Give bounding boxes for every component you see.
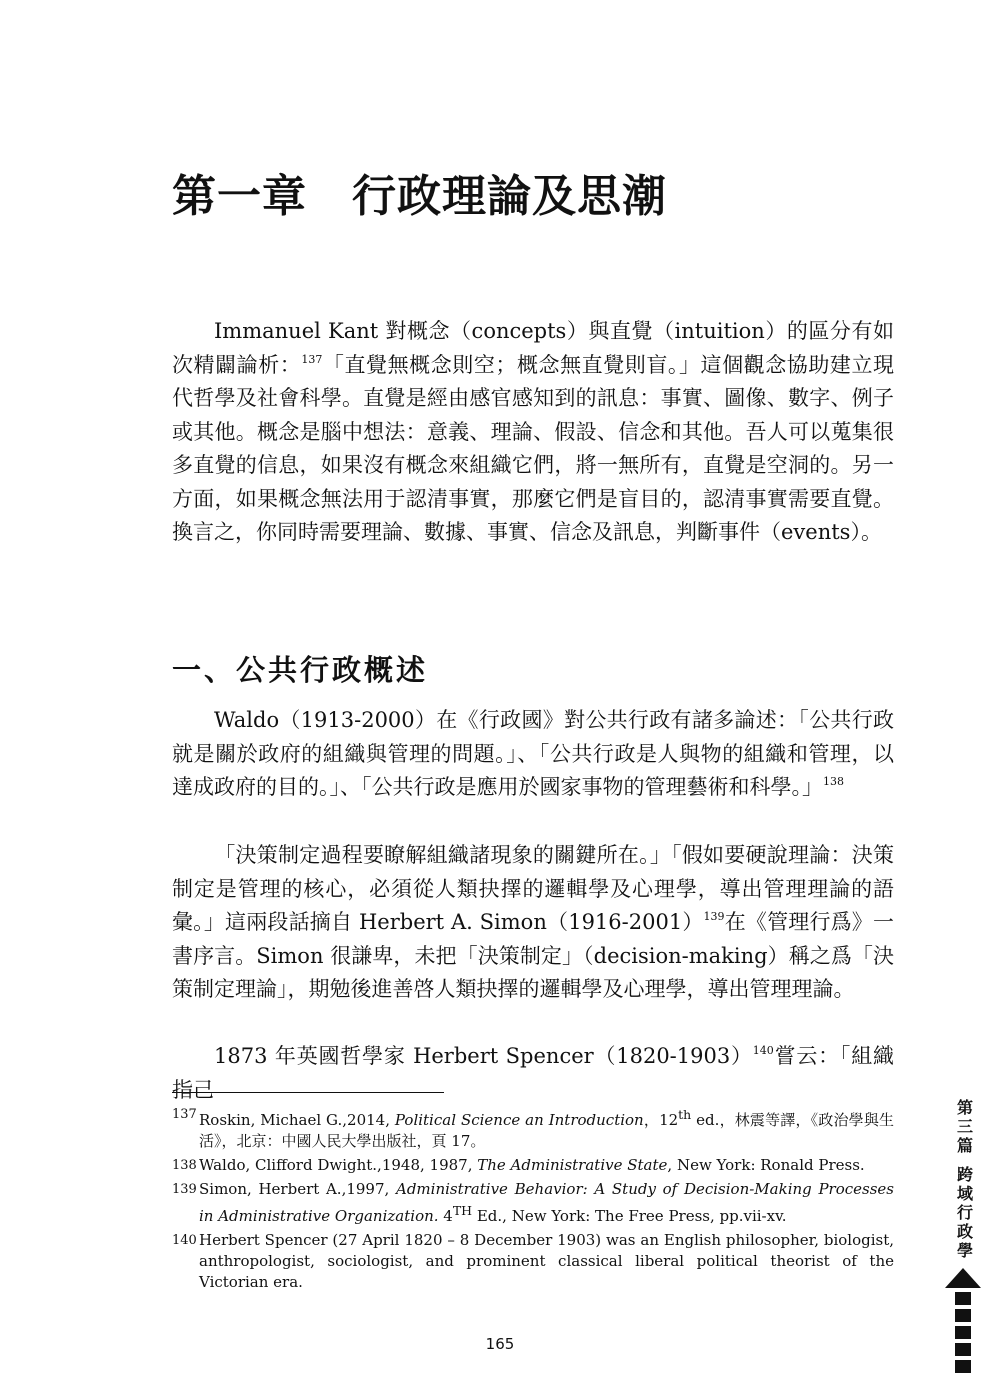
footnote-ref-140[interactable]: 140 <box>752 1044 774 1057</box>
intro-paragraph: Immanuel Kant 對概念（concepts）與直覺（intuition）的區分有如次精闢論析：$^{137}$「直覺無概念則空；概念無直覺則盲。」這個觀念協助建立現代哲學及社會科學。直覺是經由感官感知到的訊息：事實、圖像、數字、例子或其他。概念是腦中想法：意義、理論、假設、信念和其他。吾人可以蒐集很多直覺的信息，如果沒有概念來組織它們，將一無所有，直覺是空洞的。另一方面，如果概念無法用于認清事實，那麼它們是盲目的，認清事實需要直覺。換言之，你同時需要理論、數據、事實、信念及訊息，判斷事件（events）。 <box>172 319 895 544</box>
side-tab-char: 政 <box>956 1222 973 1241</box>
side-tab-char: 三 <box>956 1117 973 1136</box>
side-tab-char: 行 <box>956 1203 973 1222</box>
waldo-paragraph: Waldo（1913-2000）在《行政國》對公共行政有諸多論述：「公共行政就是關於政府的組織與管理的問題。」、「公共行政是人與物的組織和管理，以達成政府的目的。」、「公共行政是應用於國家事物的管理藝術和科學。」$^{138}$ <box>172 708 894 799</box>
chapter-title: 第一章 行政理論及思潮 <box>172 171 667 222</box>
arrow-up-icon[interactable] <box>945 1268 981 1288</box>
progress-block <box>955 1343 971 1356</box>
footnote-137: 137 Roskin, Michael G.,2014, Political Science an Introduction，12th ed.，林震等譯，《政治學與生活》，北京：中國人民大學出版社，頁 17。 <box>172 1107 894 1150</box>
side-tab-char: 跨 <box>956 1165 973 1184</box>
progress-block <box>955 1292 971 1305</box>
footnote-139: 139 Simon, Herbert A.,1997, Administrative Behavior: A Study of Decision-Making Processes in Administrative Organization. 4TH Ed., New York: The Free Press, pp.vii-xv. <box>172 1180 894 1225</box>
footnote-ref-139[interactable]: 139 <box>703 910 725 923</box>
section-progress-blocks <box>955 1292 971 1377</box>
progress-block <box>955 1309 971 1322</box>
section-heading: 一、公共行政概述 <box>172 653 429 687</box>
side-tab-char: 第 <box>956 1098 973 1117</box>
progress-block <box>955 1326 971 1339</box>
side-tab-char: 篇 <box>956 1136 973 1155</box>
footnote-138: 138 Waldo, Clifford Dwight.,1948, 1987, The Administrative State, New York: Ronald Press. <box>172 1156 865 1174</box>
page-number: 165 <box>485 1335 515 1353</box>
footnote-ref-137[interactable]: 137 <box>301 352 323 366</box>
footnotes <box>172 1104 894 1296</box>
footnote-140: 140 Herbert Spencer (27 April 1820 – 8 December 1903) was an English philosopher, biologist, anthropologist, sociologist, and prominent classical liberal political theorist of the Victorian era. <box>172 1231 894 1291</box>
side-tab-char: 域 <box>956 1184 973 1203</box>
footnote-divider <box>172 1092 444 1093</box>
simon-paragraph: 「決策制定過程要瞭解組織諸現象的關鍵所在。」「假如要硬說理論：決策制定是管理的核心，必須從人類抉擇的邏輯學及心理學，導出管理理論的語彙。」這兩段話摘自 Herbert A. Simon（1916-2001）$^{139}$在《管理行爲》一書序言。Simon 很謙卑，未把「決策制定」（decision-making）稱之爲「決策制定理論」，期勉後進善啓人類抉擇的邏輯學及心理學，導出管理理論。 <box>172 843 894 1001</box>
progress-block <box>955 1360 971 1373</box>
spencer-paragraph: 1873 年英國哲學家 Herbert Spencer（1820-1903）$^{140}$嘗云：「組織指己 <box>172 1044 895 1102</box>
side-tab-char: 學 <box>956 1241 973 1260</box>
footnote-ref-138[interactable]: 138 <box>823 775 844 788</box>
side-section-tab[interactable] <box>950 1098 980 1260</box>
